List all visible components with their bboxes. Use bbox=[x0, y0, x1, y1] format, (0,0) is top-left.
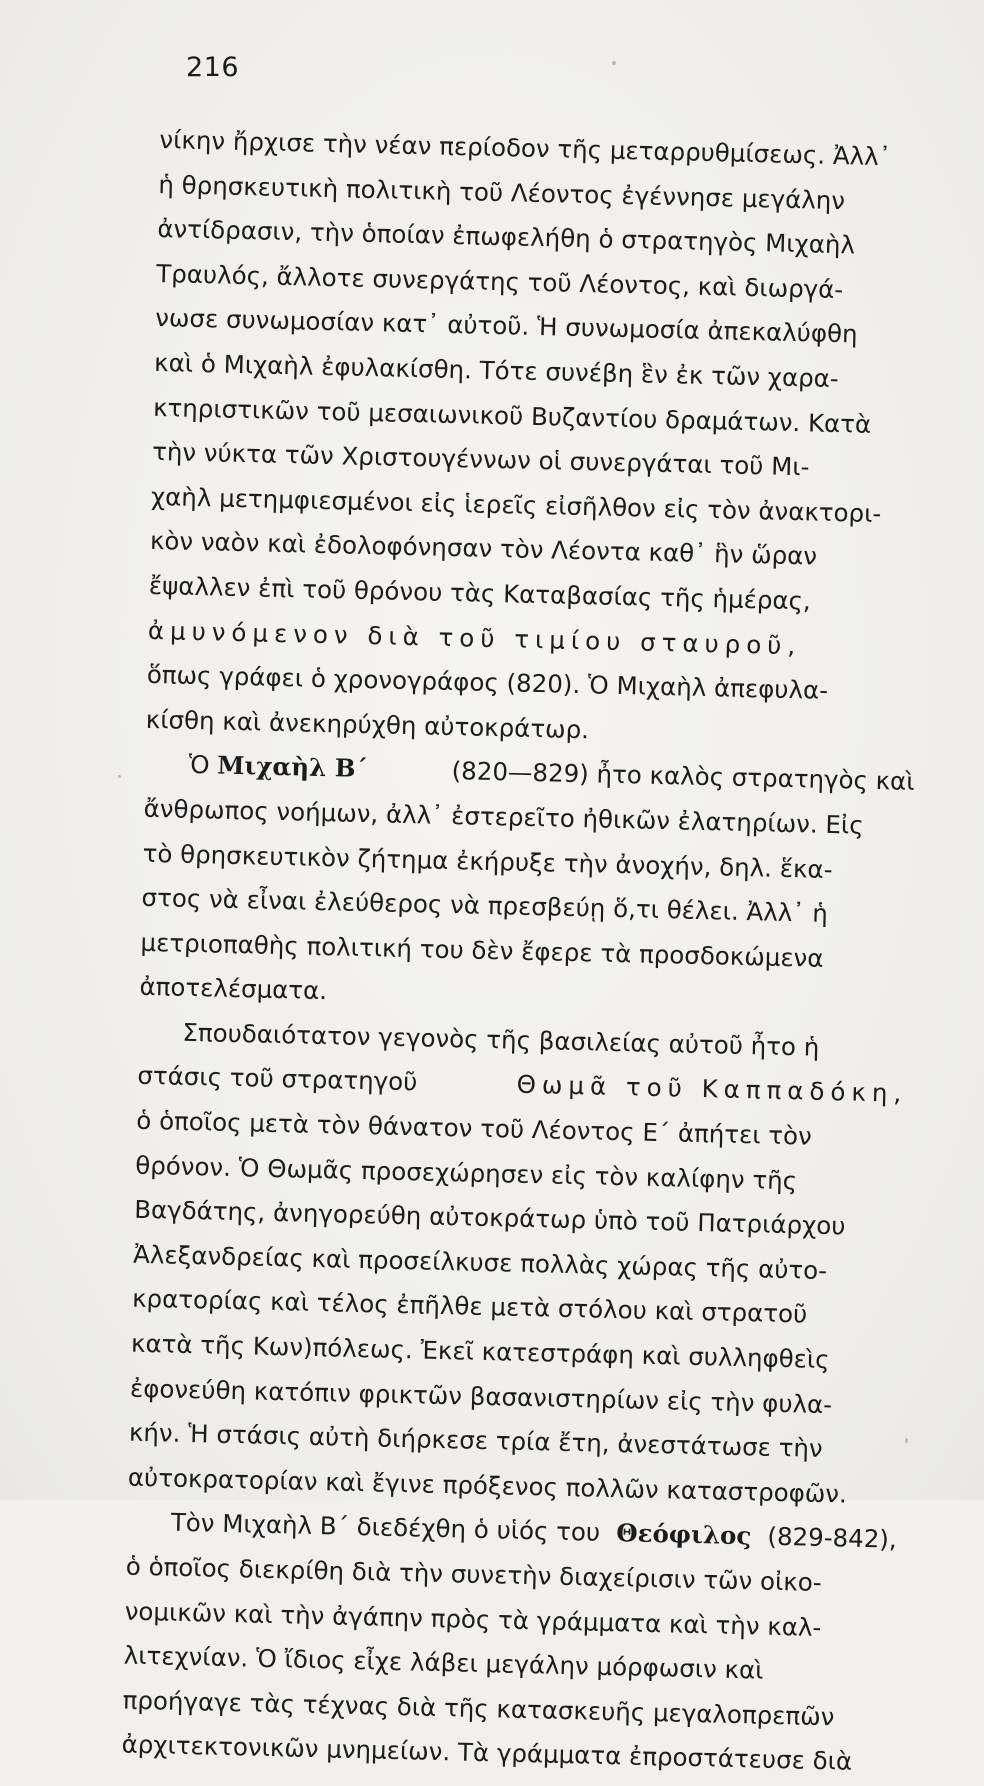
text-line: ἄνθρωπος νοήμων, ἀλλ᾽ ἐστερεῖτο ἠθικῶν ἐλατηρίων. Εἰς bbox=[143, 793, 864, 840]
text-line: χαὴλ μετημφιεσμένοι εἰς ἱερεῖς εἰσῆλθον εἰς τὸν ἀνακτορι- bbox=[150, 481, 882, 528]
text-line: αὐτοκρατορίαν καὶ ἔγινε πρόξενος πολλῶν καταστροφῶν. bbox=[127, 1462, 848, 1509]
text-line: Ἀλεξανδρείας καὶ προσείλκυσε πολλὰς χώρας τῆς αὐτο- bbox=[132, 1239, 828, 1285]
text-line-spaced: ἀμυνόμενον διὰ τοῦ τιμίου σταυροῦ, bbox=[147, 615, 802, 660]
text-line: κίσθη καὶ ἀνεκηρύχθη αὐτοκράτωρ. bbox=[145, 704, 590, 744]
body-text bbox=[121, 118, 930, 1786]
text-line: Βαγδάτης, ἀνηγορεύθη αὐτοκράτωρ ὑπὸ τοῦ Πατριάρχου bbox=[133, 1194, 846, 1241]
text-line: κτηριστικῶν τοῦ μεσαιωνικοῦ Βυζαντίου δραμάτων. Κατὰ bbox=[152, 392, 872, 439]
text-line: ὁ ὁποῖος μετὰ τὸν θάνατον τοῦ Λέοντος Ε΄ ἀπήτει τὸν bbox=[136, 1105, 813, 1151]
text-line: νομικῶν καὶ τὴν ἀγάπην πρὸς τὰ γράμματα καὶ τὴν καλ- bbox=[124, 1596, 822, 1642]
text-run: (820—829) ἦτο καλὸς στρατηγὸς καὶ bbox=[451, 756, 915, 797]
paper-speck bbox=[905, 1438, 908, 1443]
text-line: λιτεχνίαν. Ὁ ἴδιος εἶχε λάβει μεγάλην μόρφωσιν καὶ bbox=[123, 1640, 764, 1685]
text-line: ἀντίδρασιν, τὴν ὁποίαν ἐπωφελήθη ὁ στρατηγὸς Μιχαὴλ bbox=[157, 214, 856, 260]
text-line: στος νὰ εἶναι ἐλεύθερος νὰ πρεσβεύῃ ὅ,τι θέλει. Ἀλλ᾽ ἡ bbox=[141, 882, 829, 929]
text-line: κατὰ τῆς Κων)πόλεως. Ἐκεῖ κατεστράφη καὶ συλληφθεὶς bbox=[130, 1328, 830, 1375]
text-line: τὸ θρησκευτικὸν ζήτημα ἐκήρυξε τὴν ἀνοχήν, δηλ. ἕκα- bbox=[142, 838, 833, 884]
text-line: μετριοπαθὴς πολιτική του δὲν ἔφερε τὰ προσδοκώμενα bbox=[140, 927, 824, 973]
text-line: ἡ θρησκευτικὴ πολιτικὴ τοῦ Λέοντος ἐγέννησε μεγάλην bbox=[158, 169, 846, 215]
text-run: (829-842), bbox=[767, 1522, 898, 1555]
text-line: καὶ ὁ Μιχαὴλ ἐφυλακίσθη. Τότε συνέβη ἓν ἐκ τῶν χαρα- bbox=[153, 347, 840, 394]
text-run: Τὸν Μιχαὴλ Β΄ διεδέχθη ὁ υἱός του bbox=[170, 1508, 601, 1548]
text-line: ἀρχιτεκτονικῶν μνημείων. Τὰ γράμματα ἐπροστάτευσε διὰ bbox=[121, 1729, 853, 1777]
text-line: κρατορίας καὶ τέλος ἐπῆλθε μετὰ στόλου καὶ στρατοῦ bbox=[131, 1284, 808, 1330]
text-line: ἐφονεύθη κατόπιν φρικτῶν βασανιστηρίων εἰς τὴν φυλα- bbox=[129, 1373, 833, 1419]
emphasized-name-michael: Μιχαὴλ Β΄ bbox=[217, 750, 369, 784]
text-line: Τραυλός, ἄλλοτε συνεργάτης τοῦ Λέοντος, καὶ διωργά- bbox=[156, 258, 844, 304]
text-run: στάσις τοῦ στρατηγοῦ bbox=[137, 1061, 418, 1097]
text-line: κήν. Ἡ στάσις αὐτὴ διήρκεσε τρία ἔτη, ἀνεστάτωσε τὴν bbox=[128, 1417, 823, 1464]
text-line: ὅπως γράφει ὁ χρονογράφος (820). Ὁ Μιχαὴλ ἀπεφυλα- bbox=[146, 659, 829, 706]
text-line: θρόνον. Ὁ Θωμᾶς προσεχώρησεν εἰς τὸν καλίφην τῆς bbox=[134, 1150, 798, 1195]
text-line: προήγαγε τὰς τέχνας διὰ τῆς κατασκευῆς μεγαλοπρεπῶν bbox=[122, 1685, 835, 1732]
paper-speck bbox=[118, 775, 121, 778]
text-line: ἀποτελέσματα. bbox=[139, 972, 328, 1006]
text-line: κὸν ναὸν καὶ ἐδολοφόνησαν τὸν Λέοντα καθ᾽ ἣν ὥραν bbox=[149, 526, 818, 571]
text-line: ὁ ὁποῖος διεκρίθη διὰ τὴν συνετὴν διαχείρισιν τῶν οἰκο- bbox=[125, 1551, 822, 1597]
text-line: νωσε συνωμοσίαν κατ᾽ αὐτοῦ. Ἡ συνωμοσία ἀπεκαλύφθη bbox=[154, 303, 858, 349]
text-line: Σπουδαιότατον γεγονὸς τῆς βασιλείας αὐτοῦ ἦτο ἡ bbox=[182, 1017, 820, 1062]
spaced-name-thomas: Θωμᾶ τοῦ Καππαδόκη, bbox=[516, 1070, 908, 1109]
emphasized-name-theophilos: Θεόφιλος bbox=[615, 1518, 752, 1551]
text-run: Ὁ bbox=[188, 750, 218, 780]
text-line: τὴν νύκτα τῶν Χριστουγέννων οἱ συνεργάται τοῦ Μι- bbox=[151, 437, 810, 482]
text-line: νίκην ἤρχισε τὴν νέαν περίοδον τῆς μεταρρυθμίσεως. Ἀλλ᾽ bbox=[159, 124, 892, 172]
paper-speck bbox=[612, 61, 616, 65]
text-line: ἔψαλλεν ἐπὶ τοῦ θρόνου τὰς Καταβασίας τῆς ἡμέρας, bbox=[148, 570, 812, 616]
page-number: 216 bbox=[186, 52, 240, 83]
